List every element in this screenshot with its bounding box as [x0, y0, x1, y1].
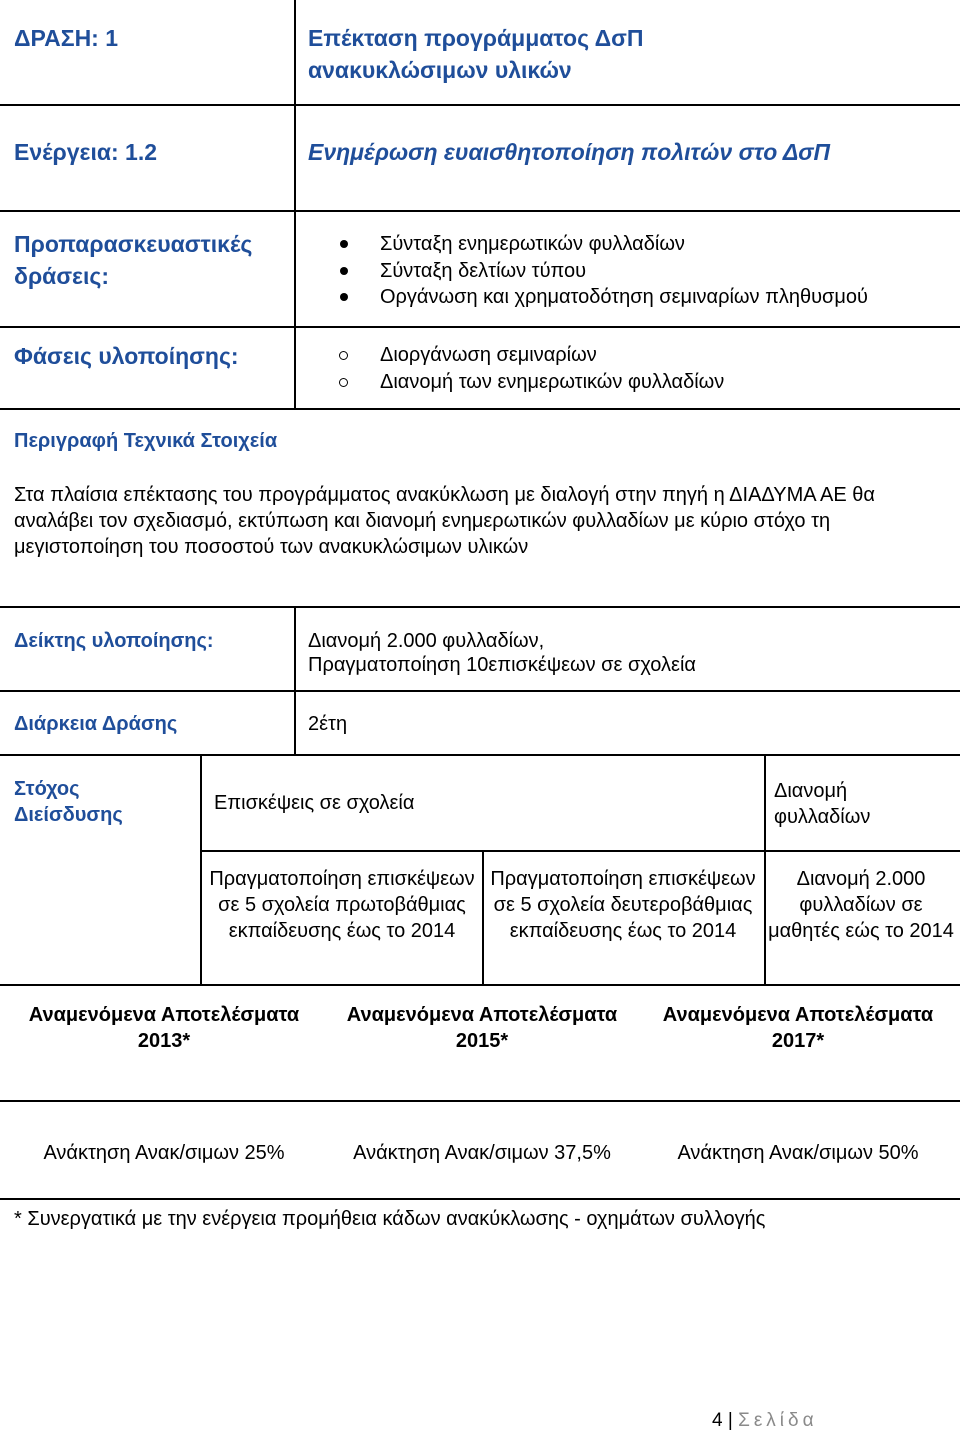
target-col2: Διανομή φυλλαδίων: [774, 780, 871, 828]
column-divider: [482, 850, 484, 986]
description-text: Στα πλαίσια επέκτασης του προγράμματος ανακύκλωση με διαλογή στην πηγή η ΔΙΑΔΥΜΑ ΑΕ θα αναλάβει τον σχεδιασμό, εκτύπωση και διανομή ενημερωτικών φυλλαδίων με κύριο στόχο τη μεγιστοποίηση του ποσοστού των ανακυκλώσιμων υλικών: [14, 484, 875, 558]
target-label: Στόχος Διείσδυσης: [14, 778, 123, 826]
column-divider: [764, 850, 766, 986]
divider: [0, 1198, 960, 1200]
divider: [0, 326, 960, 328]
result-heading-2015: Αναμενόμενα Αποτελέσματα 2015*: [346, 1004, 618, 1052]
activity-label: Ενέργεια: 1.2: [14, 139, 157, 165]
target-col1: Επισκέψεις σε σχολεία: [214, 792, 415, 814]
bullet-icon: [340, 267, 348, 275]
indicator-line2: Πραγματοποίηση 10επισκέψεων σε σχολεία: [308, 654, 696, 676]
divider: [0, 408, 960, 410]
indicator-line1: Διανομή 2.000 φυλλαδίων,: [308, 630, 545, 652]
target-cell3: Διανομή 2.000 φυλλαδίων σε μαθητές εώς το 2014: [768, 868, 954, 942]
result-heading-2017: Αναμενόμενα Αποτελέσματα 2017*: [662, 1004, 934, 1052]
indicator-label: Δείκτης υλοποίησης:: [14, 630, 214, 652]
description-heading: Περιγραφή Τεχνικά Στοιχεία: [14, 430, 278, 452]
divider: [0, 754, 960, 756]
result-heading-2013: Αναμενόμενα Αποτελέσματα 2013*: [28, 1004, 300, 1052]
divider: [0, 104, 960, 106]
column-divider: [294, 606, 296, 756]
divider: [0, 690, 960, 692]
circle-icon: [339, 378, 348, 387]
result-value-2015: Ανάκτηση Ανακ/σιμων 37,5%: [353, 1142, 611, 1164]
divider: [0, 210, 960, 212]
phases-list: [340, 342, 940, 395]
list-item: Οργάνωση και χρηματοδότηση σεμιναρίων πληθυσμού: [340, 284, 940, 311]
phases-label: Φάσεις υλοποίησης:: [14, 343, 239, 369]
divider: [0, 1100, 960, 1102]
result-value-2017: Ανάκτηση Ανακ/σιμων 50%: [677, 1142, 919, 1164]
divider: [0, 606, 960, 608]
footnote: * Συνεργατικά με την ενέργεια προμήθεια κάδων ανακύκλωσης - οχημάτων συλλογής: [14, 1208, 766, 1230]
list-item: Σύνταξη ενημερωτικών φυλλαδίων: [340, 231, 940, 258]
preparatory-label: Προπαρασκευαστικές δράσεις:: [14, 231, 253, 289]
duration-value: 2έτη: [308, 713, 348, 735]
page-footer: [712, 1410, 818, 1432]
preparatory-list: [340, 231, 940, 311]
bullet-icon: [340, 293, 348, 301]
duration-label: Διάρκεια Δράσης: [14, 713, 178, 735]
column-divider: [764, 754, 766, 852]
divider: [0, 984, 960, 986]
page-label: Σελίδα: [738, 1410, 818, 1431]
action-label: ΔΡΑΣΗ: 1: [14, 25, 119, 51]
list-item: Σύνταξη δελτίων τύπου: [340, 258, 940, 285]
page-separator: |: [727, 1410, 733, 1431]
action-title: Επέκταση προγράμματος ΔσΠ ανακυκλώσιμων υλικών: [308, 25, 644, 83]
page-number: 4: [712, 1410, 723, 1431]
column-divider: [200, 754, 202, 986]
divider: [200, 850, 960, 852]
column-divider: [294, 0, 296, 410]
bullet-icon: [340, 240, 348, 248]
circle-icon: [339, 351, 348, 360]
target-cell2: Πραγματοποίηση επισκέψεων σε 5 σχολεία δευτεροβάθμιας εκπαίδευσης έως το 2014: [490, 868, 756, 942]
list-item: Διοργάνωση σεμιναρίων: [340, 342, 940, 369]
target-cell1: Πραγματοποίηση επισκέψεων σε 5 σχολεία πρωτοβάθμιας εκπαίδευσης έως το 2014: [209, 868, 475, 942]
result-value-2013: Ανάκτηση Ανακ/σιμων 25%: [43, 1142, 285, 1164]
list-item: Διανομή των ενημερωτικών φυλλαδίων: [340, 369, 940, 396]
activity-title: Ενημέρωση ευαισθητοποίηση πολιτών στο ΔσΠ: [308, 139, 831, 165]
